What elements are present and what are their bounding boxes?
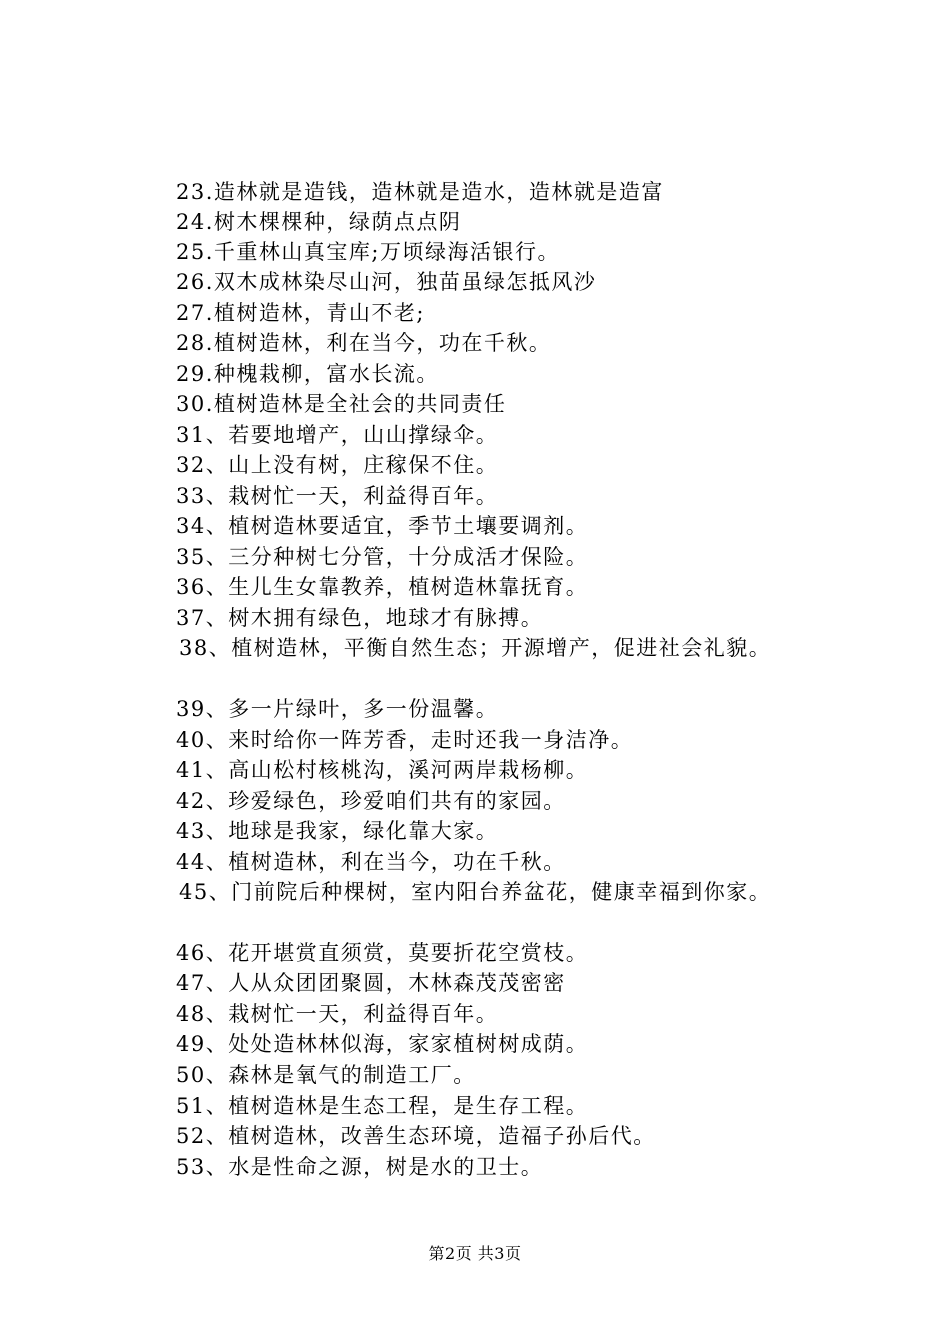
slogan-line: 39、多一片绿叶，多一份温馨。 [176, 697, 499, 721]
slogan-line: 53、水是性命之源，树是水的卫士。 [176, 1155, 544, 1179]
slogan-line: 34、植树造林要适宜，季节土壤要调剂。 [176, 514, 589, 538]
slogan-line: 40、来时给你一阵芳香，走时还我一身洁净。 [176, 728, 634, 752]
slogan-line: 36、生儿生女靠教养，植树造林靠抚育。 [176, 575, 589, 599]
slogan-line: 27.植树造林，青山不老; [176, 301, 425, 325]
slogan-line: 28.植树造林，利在当今，功在千秋。 [176, 331, 552, 355]
slogan-line: 29.种槐栽柳，富水长流。 [176, 362, 439, 386]
slogan-line: 35、三分种树七分管，十分成活才保险。 [176, 545, 589, 569]
page-footer: 第2页 共3页 [428, 1244, 522, 1263]
slogan-line: 44、植树造林，利在当今，功在千秋。 [176, 850, 566, 874]
slogan-line: 43、地球是我家，绿化靠大家。 [176, 819, 499, 843]
slogan-line: 30.植树造林是全社会的共同责任 [176, 392, 507, 416]
slogan-line: 31、若要地增产，山山撑绿伞。 [176, 423, 499, 447]
slogan-line: 24.树木棵棵种，绿荫点点阴 [176, 210, 462, 234]
slogan-line: 45、门前院后种棵树，室内阳台养盆花，健康幸福到你家。 [179, 880, 772, 904]
slogan-line: 48、栽树忙一天，利益得百年。 [176, 1002, 499, 1026]
slogan-line: 52、植树造林，改善生态环境，造福子孙后代。 [176, 1124, 656, 1148]
slogan-line: 23.造林就是造钱，造林就是造水，造林就是造富 [176, 180, 664, 204]
slogan-line: 25.千重林山真宝库;万顷绿海活银行。 [176, 240, 560, 264]
slogan-line: 42、珍爱绿色，珍爱咱们共有的家园。 [176, 789, 566, 813]
slogan-line: 41、高山松村核桃沟，溪河两岸栽杨柳。 [176, 758, 589, 782]
slogan-line: 47、人从众团团聚圆，木林森茂茂密密 [176, 971, 566, 995]
slogan-line: 37、树木拥有绿色，地球才有脉搏。 [176, 606, 544, 630]
slogan-line: 46、花开堪赏直须赏，莫要折花空赏枝。 [176, 941, 589, 965]
slogan-line: 26.双木成林染尽山河，独苗虽绿怎抵风沙 [176, 270, 597, 294]
slogan-line: 33、栽树忙一天，利益得百年。 [176, 484, 499, 508]
slogan-line: 49、处处造林林似海，家家植树树成荫。 [176, 1032, 589, 1056]
slogan-line: 50、森林是氧气的制造工厂。 [176, 1063, 476, 1087]
slogan-line: 32、山上没有树，庄稼保不住。 [176, 453, 499, 477]
slogan-line: 51、植树造林是生态工程，是生存工程。 [176, 1094, 589, 1118]
slogan-line: 38、植树造林，平衡自然生态；开源增产，促进社会礼貌。 [179, 636, 772, 660]
